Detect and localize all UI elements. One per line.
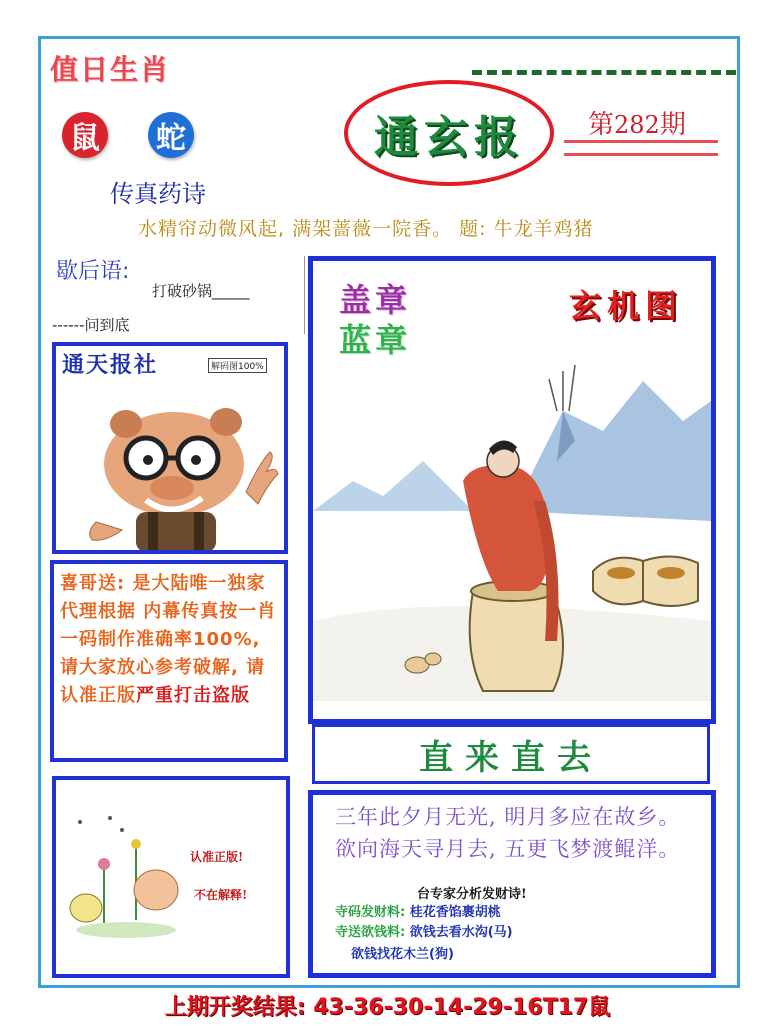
issue-number — [588, 104, 686, 141]
notice-panel — [50, 560, 288, 762]
riddle-line-2: ------问到底 — [52, 316, 130, 334]
riddle-line-1: 打破砂锅_____ — [152, 282, 250, 300]
riddle-label: 歇后语: — [56, 259, 130, 284]
logo-text: 通玄报 — [374, 112, 524, 163]
issue-value: 282 — [614, 111, 660, 139]
tip-row-2 — [335, 921, 513, 940]
notice-body: 喜哥送: 是大陆唯一独家代理根据 内幕传真按一肖一码制作准确率100%,请大家放心参考破解, 请认准正版 — [60, 573, 277, 706]
zodiac-badge-rat: 鼠 — [62, 112, 108, 158]
page-title: 值日生肖 — [50, 53, 171, 86]
last-draw-results: 上期开奖结果: 43-36-30-14-29-16T17鼠 — [164, 995, 611, 1020]
verse-panel — [308, 790, 716, 978]
fax-poem-label: 传真药诗 — [110, 180, 206, 208]
poem-line: 水精帘动微风起, 满架蔷薇一院香。 题: 牛龙羊鸡猪 — [138, 218, 594, 240]
mystery-picture-title: 玄机图 — [569, 287, 684, 325]
notice-emphasis: 严重打击盗版 — [136, 685, 250, 706]
tips-heading: 台专家分析发财诗! — [417, 887, 527, 902]
garden-illustration — [56, 780, 286, 974]
verse-line-1: 三年此夕月无光, 明月多应在故乡。 — [335, 805, 681, 829]
pig-panel-badge: 解码图100% — [208, 358, 267, 373]
tip-row-2-label: 寺送欲钱料: — [335, 925, 406, 940]
mystery-picture-panel — [308, 256, 716, 724]
verse-line-2: 欲向海天寻月去, 五更飞梦渡鲲洋。 — [335, 837, 681, 861]
small-panel-line-1: 认准正版! — [190, 850, 244, 864]
small-panel-line-2: 不在解释! — [194, 888, 248, 902]
stamp-label-1: 盖章 — [339, 281, 412, 319]
column-divider — [304, 256, 305, 334]
pig-panel — [52, 342, 288, 554]
notice-text — [60, 570, 278, 710]
issue-suffix: 期 — [659, 110, 686, 140]
stamp-label-2: 蓝章 — [339, 321, 412, 359]
pig-panel-title: 通天报社 — [62, 352, 159, 378]
slogan-strip — [312, 724, 710, 784]
zodiac-badge-snake: 蛇 — [148, 112, 194, 158]
slogan-text: 直来直去 — [419, 737, 603, 778]
header-divider — [472, 70, 736, 75]
cartoon-pig-illustration — [56, 372, 284, 552]
tip-row-1 — [335, 901, 501, 920]
ink-painting-illustration — [313, 261, 711, 719]
tip-row-1-label: 寺码发财料: — [335, 905, 406, 920]
issue-underline — [564, 140, 718, 156]
tip-row-3: 欲钱找花木兰(狗) — [351, 947, 454, 962]
small-illustration-panel — [52, 776, 290, 978]
tip-row-1-value: 桂花香馅裹胡桃 — [409, 905, 501, 920]
issue-prefix: 第 — [588, 110, 615, 140]
tip-row-2-value: 欲钱去看水沟(马) — [409, 925, 513, 940]
logo — [344, 80, 554, 186]
